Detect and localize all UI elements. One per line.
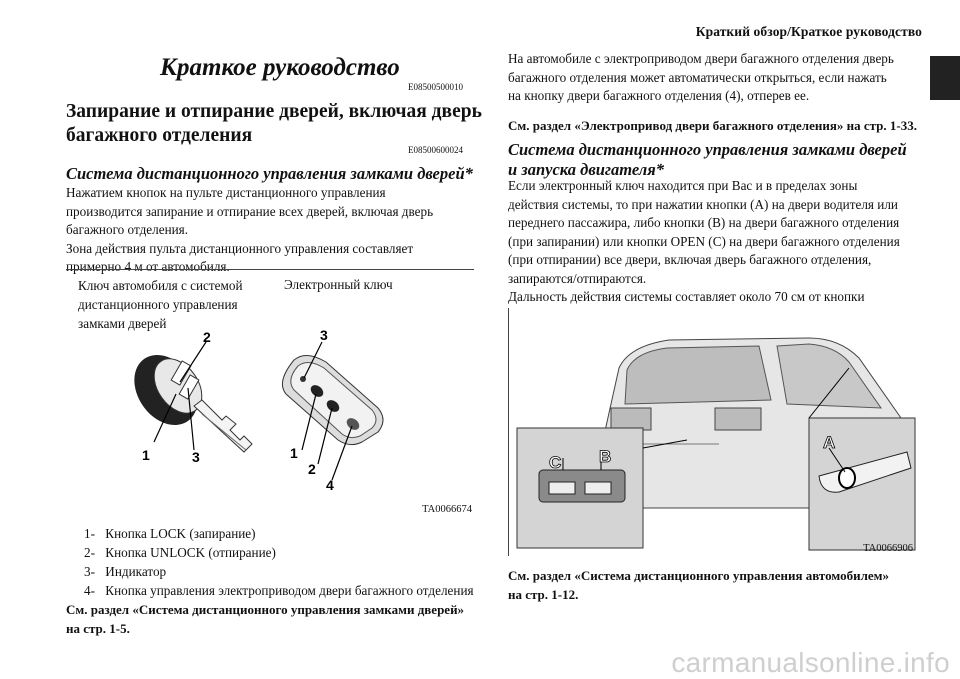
figure-label-remote-key: Ключ автомобиля с системой дистанционного управления замками дверей [78,278,243,331]
callout-3-left: 3 [192,449,200,465]
vehicle-illustration [509,308,917,556]
list-item: 2- Кнопка UNLOCK (отпирание) [84,545,276,560]
text-line: Зона действия пульта дистанционного управления составляет [66,240,414,256]
callout-1-left: 1 [142,447,150,463]
keys-illustration [66,270,474,518]
subsection-title-keyless: Система дистанционного управления замками дверей и запуска двигателя* [508,140,907,179]
page-title: Краткое руководство [160,54,400,81]
subsection-title: Система дистанционного управления замками дверей* [66,164,473,183]
section-tab-marker [930,56,960,100]
section-title-line-2: багажного отделения [66,125,253,146]
figure-caption: TA0066674 [422,504,472,515]
callout-a: A [823,433,836,452]
running-header: Краткий обзор/Краткое руководство [695,24,922,39]
callout-2-left: 2 [203,329,211,345]
power-tailgate-paragraph: На автомобиле с электроприводом двери багажного отделения дверь багажного отделения может автоматически открыться, если нажать на кнопку двери багажного отделения (4), отперев ее. [508,51,894,103]
remote-key-drawing [121,343,252,452]
list-item: 3- Индикатор [84,564,167,579]
vehicle-figure [508,308,917,556]
callout-b: B [599,447,612,466]
list-item: 4- Кнопка управления электроприводом двери багажного отделения [84,583,474,598]
callout-c: C [549,453,562,472]
reference-left: См. раздел «Система дистанционного управления замками дверей» на стр. 1-5. [66,602,465,636]
text-line: багажного отделения. [66,222,189,237]
text-line: производится запирание и отпирание всех дверей, включая дверь [66,203,434,219]
text-line: примерно 4 м от автомобиля. [66,259,230,274]
keyless-paragraph: Если электронный ключ находится при Вас и в пределах зоны действия системы, то при нажатии кнопки (A) на двери водителя или переднего пассажира, либо кнопки (B) на двери багажного отделения (при запирании) или кнопки OPEN (C) на двери багажного отделения (при отпирании) все двери, включая дверь багажного отделения, запираются/отпираются. Дальность действия системы составляет около 70 см от кнопки [508,178,900,304]
watermark: carmanualsonline.info [671,647,950,678]
reference-remote-control: См. раздел «Система дистанционного управления автомобилем» на стр. 1-12. [508,568,889,602]
reference-power-tailgate: См. раздел «Электропривод двери багажного отделения» на стр. 1-33. [508,118,917,133]
list-item: 1- Кнопка LOCK (запирание) [84,526,256,541]
text-line: Нажатием кнопок на пульте дистанционного управления [66,185,386,200]
figure-label-electronic-key: Электронный ключ [284,277,393,292]
parts-list [84,524,474,600]
section-code: E08500600024 [408,145,463,155]
electronic-key-drawing [282,355,383,444]
callout-4-right: 4 [326,477,334,493]
intro-paragraph [66,184,486,277]
title-code: E08500500010 [408,82,463,92]
section-title [66,100,486,148]
figure-caption-vehicle: TA0066906 [863,543,913,554]
callout-3-right: 3 [320,327,328,343]
section-title-line-1: Запирание и отпирание дверей, включая дверь [66,101,482,122]
keys-figure [66,269,474,518]
callout-1-right: 1 [290,445,298,461]
callout-2-right: 2 [308,461,316,477]
